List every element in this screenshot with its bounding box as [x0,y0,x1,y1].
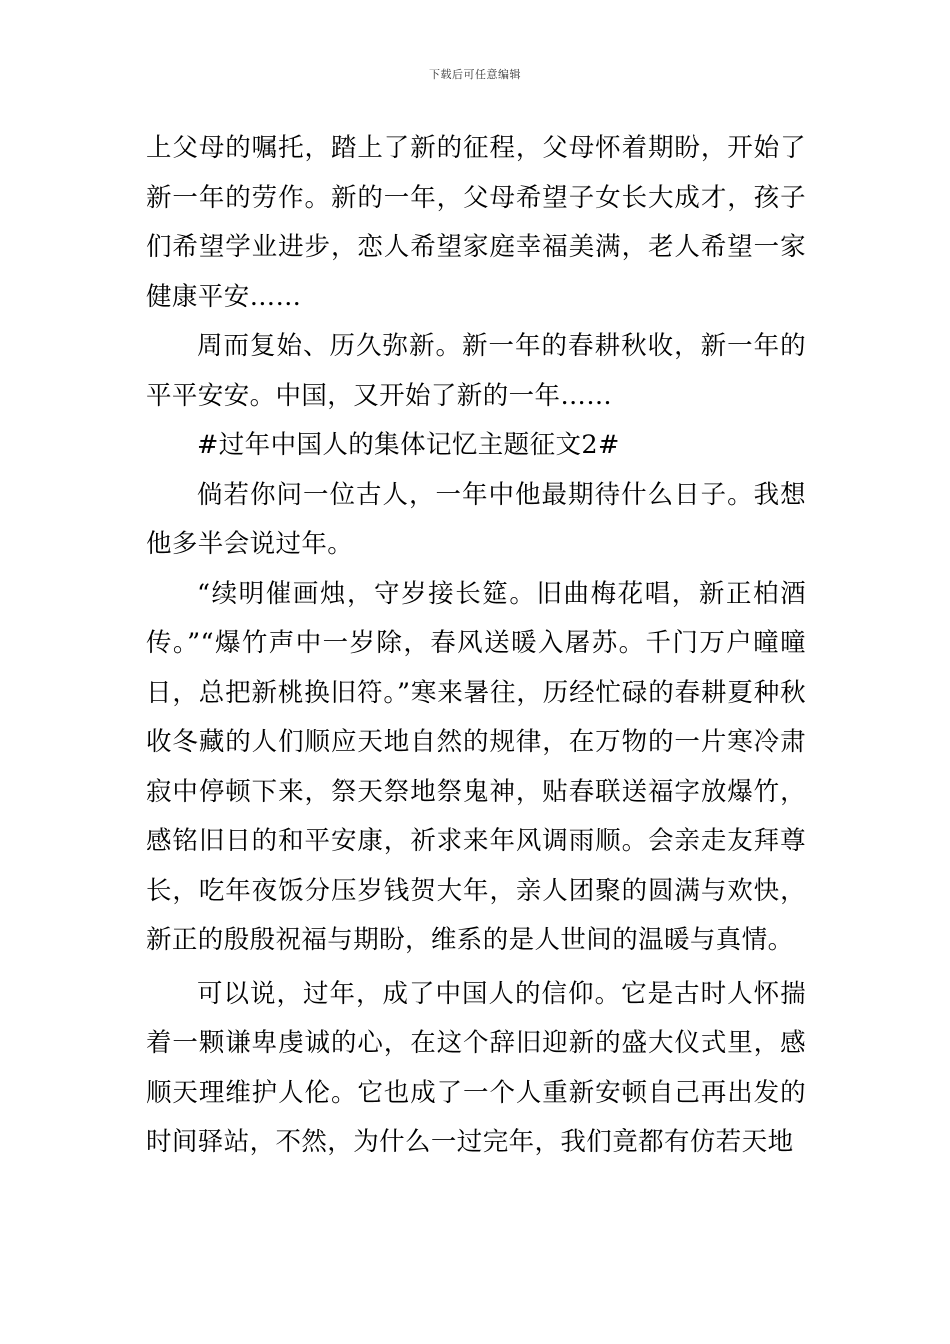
section-heading: #过年中国人的集体记忆主题征文2# [197,430,620,460]
paragraph-1: 上父母的嘱托，踏上了新的征程，父母怀着期盼，开始了新一年的劳作。新的一年，父母希望子女长大成才，孩子们希望学业进步，恋人希望家庭幸福美满，老人希望一家健康平安…… [146,133,806,312]
paragraph-2: 周而复始、历久弥新。新一年的春耕秋收，新一年的平平安安。中国，又开始了新的一年…… [146,331,806,411]
paragraph-5: 可以说，过年，成了中国人的信仰。它是古时人怀揣着一颗谦卑虔诚的心，在这个辞旧迎新的盛大仪式里，感顺天理维护人伦。它也成了一个人重新安顿自己再出发的时间驿站，不然，为什么一过完年，我们竟都有仿若天地 [146,978,806,1157]
paragraph-3: 倘若你问一位古人，一年中他最期待什么日子。我想他多半会说过年。 [146,479,806,559]
document-body [146,124,806,1168]
page-header: 下载后可任意编辑 [429,68,521,81]
paragraph-4: “续明催画烛，守岁接长筵。旧曲梅花唱，新正柏酒传。”“爆竹声中一岁除，春风送暖入屠苏。千门万户曈曈日，总把新桃换旧符。”寒来暑往，历经忙碌的春耕夏种秋收冬藏的人们顺应天地自然的规律，在万物的一片寒冷肃寂中停顿下来，祭天祭地祭鬼神，贴春联送福字放爆竹，感铭旧日的和平安康，祈求来年风调雨顺。会亲走友拜尊长，吃年夜饭分压岁钱贺大年，亲人团聚的圆满与欢快，新正的殷殷祝福与期盼，维系的是人世间的温暖与真情。 [146,578,806,955]
